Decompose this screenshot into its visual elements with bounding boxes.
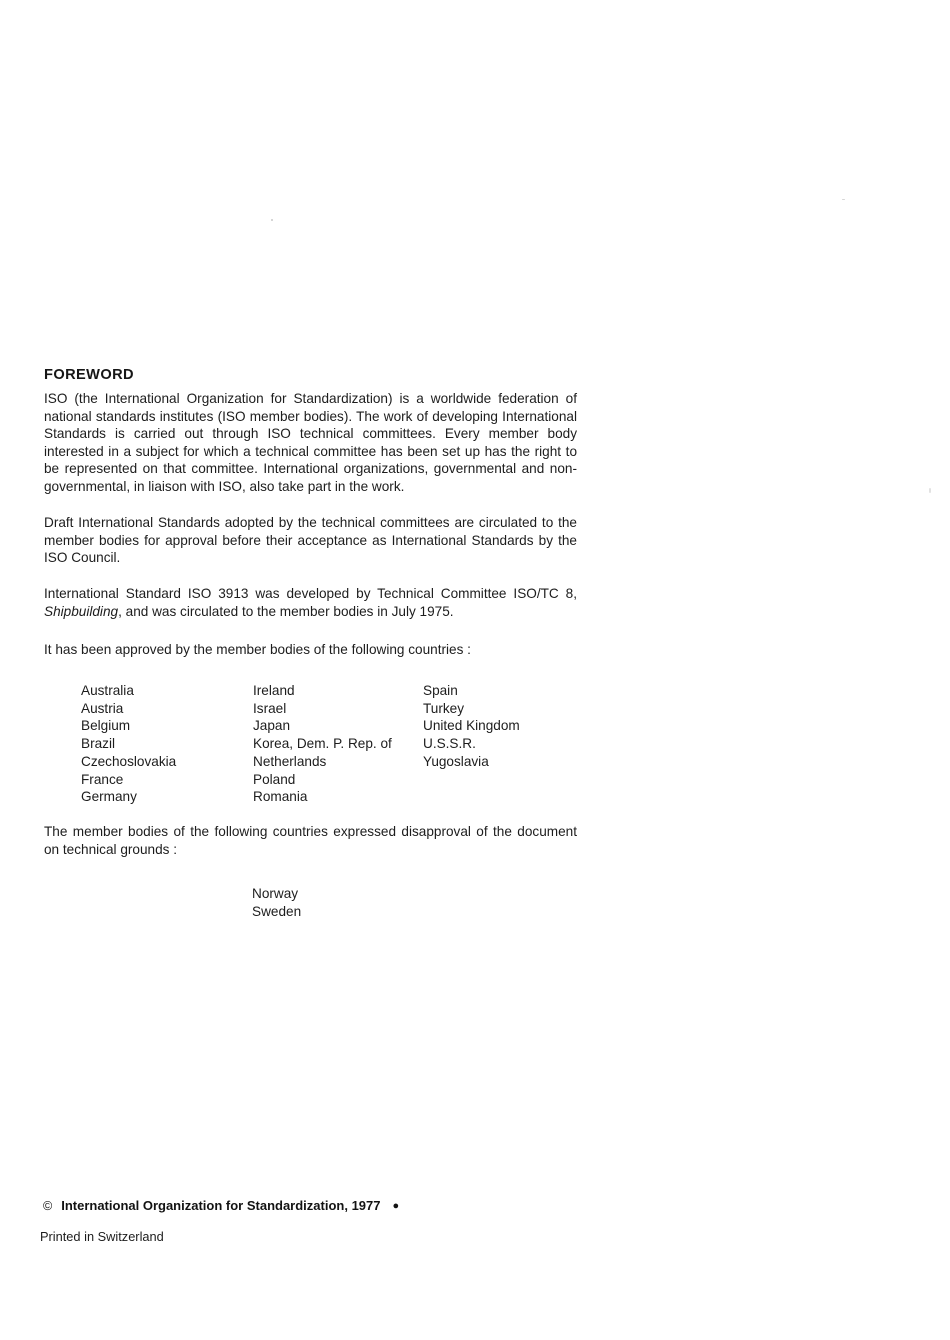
country-item: Poland (253, 771, 296, 787)
country-item: Czechoslovakia (81, 753, 177, 769)
country-item: Yugoslavia (423, 753, 489, 769)
paragraph-draft-standards: Draft International Standards adopted by the technical committees are circulated to the member bodies for approval before their acceptance as International Standards by the ISO Council. (44, 515, 577, 566)
country-column-3 (423, 682, 520, 806)
disapproval-country-list (252, 885, 301, 920)
country-column-1 (81, 682, 253, 806)
country-item: Brazil (81, 736, 115, 752)
country-item: Israel (253, 700, 287, 716)
country-item: United Kingdom (423, 718, 520, 734)
copyright-text: International Organization for Standardization, 1977 (61, 1198, 381, 1213)
printed-in-switzerland: Printed in Switzerland (40, 1229, 164, 1244)
foreword-heading: FOREWORD (44, 366, 134, 383)
scan-speck (271, 219, 273, 221)
country-item: Sweden (252, 903, 302, 919)
country-item: Norway (252, 886, 299, 901)
approval-country-list (81, 682, 520, 806)
country-column-2 (253, 682, 423, 806)
country-item: Romania (253, 789, 308, 805)
paragraph-approved-intro: It has been approved by the member bodies of the following countries : (44, 642, 471, 657)
paragraph-iso-intro: ISO (the International Organization for Standardization) is a worldwide federation of national standards institutes (ISO member bodies). The work of developing International Standards is carried out through ISO technical committees. Every member body interested in a subject for which a technical committee has been set up has the right to be represented on that committee. International organizations, governmental and non-governmental, in liaison with ISO, also take part in the work. (44, 391, 577, 494)
country-item: Belgium (81, 718, 131, 734)
copyright-line (43, 1198, 399, 1213)
paragraph-disapproval-intro: The member bodies of the following countries expressed disapproval of the document on technical grounds : (44, 824, 577, 857)
country-item: France (81, 771, 124, 787)
country-item: Austria (81, 700, 124, 716)
bullet-icon: ● (392, 1200, 400, 1212)
paragraph-iso3913-pre: International Standard ISO 3913 was developed by Technical Committee ISO/TC 8, (44, 586, 577, 601)
country-item: U.S.S.R. (423, 736, 476, 752)
country-item: Turkey (423, 700, 465, 716)
copyright-icon: © (43, 1199, 53, 1213)
country-item: Netherlands (253, 753, 327, 769)
paragraph-iso3913-post: , and was circulated to the member bodies in July 1975. (118, 603, 454, 619)
scan-speck (929, 488, 931, 493)
country-item: Ireland (253, 683, 295, 698)
paragraph-iso3913 (44, 585, 577, 620)
country-item: Japan (253, 718, 291, 734)
scan-speck (842, 199, 845, 200)
shipbuilding-italic: Shipbuilding (44, 603, 119, 619)
country-item: Germany (81, 789, 137, 805)
country-item: Australia (81, 683, 134, 698)
country-item: Korea, Dem. P. Rep. of (253, 736, 392, 752)
country-item: Spain (423, 683, 458, 698)
